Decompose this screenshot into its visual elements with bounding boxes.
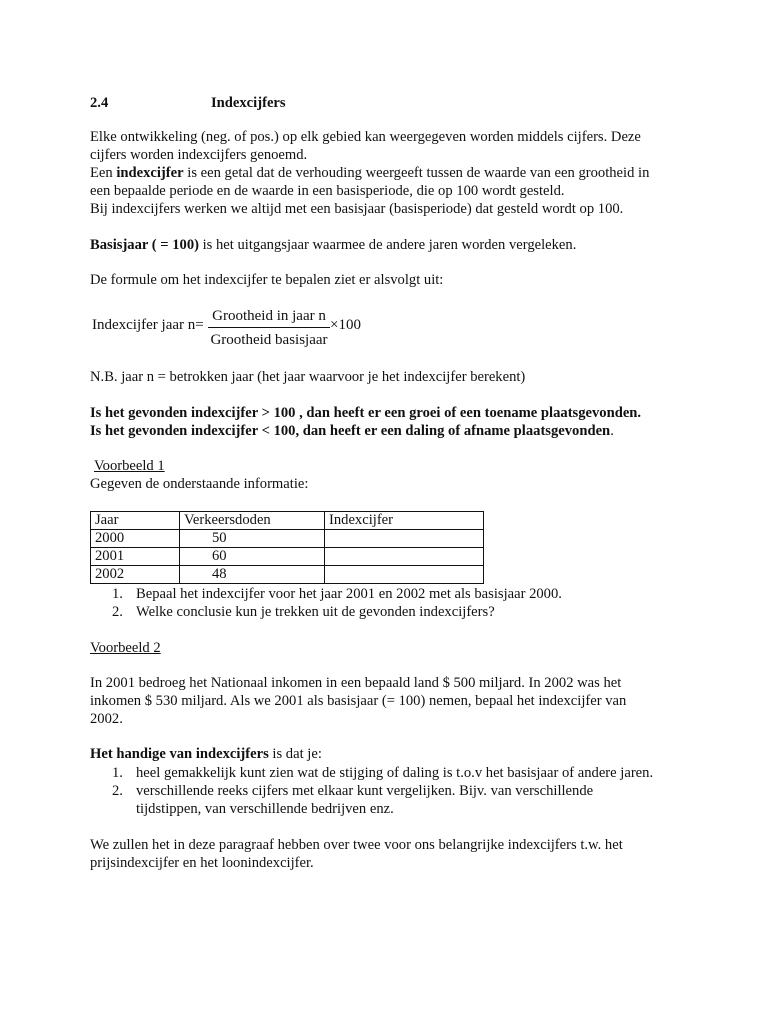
handig-heading [90,745,322,763]
table-row [91,566,484,584]
nb-note: N.B. jaar n = betrokken jaar (het jaar waarvoor je het indexcijfer berekent) [90,369,526,385]
formula-numerator: Grootheid in jaar n [212,308,326,324]
intro-line-5: Bij indexcijfers werken we altijd met een basisjaar (basisperiode) dat gesteld wordt op 100. [90,201,624,217]
example1-intro: Gegeven de onderstaande informatie: [90,476,309,492]
term-indexcijfer: indexcijfer [116,165,184,181]
table-cell: 2001 [91,548,180,566]
term-basisjaar: Basisjaar ( = 100) [90,237,199,253]
question-text: Welke conclusie kun je trekken uit de gevonden indexcijfers? [136,604,495,620]
table-header: Indexcijfer [325,512,484,530]
data-table [90,511,484,584]
formula-lhs: Indexcijfer jaar n= [92,317,204,333]
intro-text: Een [90,165,117,181]
table-cell [325,530,484,548]
table-cell: 48 [180,566,325,584]
table-row [91,530,484,548]
table-cell: 2000 [91,530,180,548]
closing-line-1: We zullen het in deze paragraaf hebben over twee voor ons belangrijke indexcijfers t.w. het [90,837,623,853]
intro-line-3 [90,164,649,182]
formula-fraction [208,306,330,350]
formula-intro: De formule om het indexcijfer te bepalen ziet er alsvolgt uit: [90,272,444,288]
example2-title-text: Voorbeeld 2 [90,640,161,656]
basisjaar-definition [90,236,576,254]
intro-line-4: een bepaalde periode en de waarde in een basisperiode, die op 100 wordt gesteld. [90,183,565,199]
example1-title [94,457,165,475]
table-cell [325,566,484,584]
list-number: 1. [112,765,123,781]
handig-text: is dat je: [268,746,322,762]
rule-decline [90,422,614,440]
table-cell [325,548,484,566]
formula-denominator: Grootheid basisjaar [210,332,328,348]
example2-title [90,639,161,657]
basisjaar-text: is het uitgangsjaar waarmee de andere jaren worden vergeleken. [198,237,577,253]
formula-rhs: ×100 [330,317,361,333]
table-cell: 60 [180,548,325,566]
intro-line-1: Elke ontwikkeling (neg. of pos.) op elk gebied kan weergegeven worden middels cijfers. Deze [90,129,641,145]
example2-line-1: In 2001 bedroeg het Nationaal inkomen in een bepaald land $ 500 miljard. In 2002 was het [90,675,622,691]
table-header: Verkeersdoden [180,512,325,530]
section-title: Indexcijfers [211,95,286,111]
intro-text: is een getal dat de verhouding weergeeft tussen de waarde van een grootheid in [183,165,650,181]
rule-decline-text: Is het gevonden indexcijfer < 100, dan heeft er een daling of afname plaatsgevonden [90,423,611,439]
example2-line-2: inkomen $ 530 miljard. Als we 2001 als basisjaar (= 100) nemen, bepaal het indexcijfer van [90,693,627,709]
table-row [91,548,484,566]
question-text: Bepaal het indexcijfer voor het jaar 2001 en 2002 met als basisjaar 2000. [136,586,562,602]
table-header: Jaar [91,512,180,530]
list-text: verschillende reeks cijfers met elkaar kunt vergelijken. Bijv. van verschillende [136,783,594,799]
handig-bold: Het handige van indexcijfers [90,746,269,762]
list-text: heel gemakkelijk kunt zien wat de stijging of daling is t.o.v het basisjaar of andere jaren. [136,765,654,781]
section-heading [90,94,286,112]
table-cell: 2002 [91,566,180,584]
rule-growth [90,404,641,422]
table-header-row [91,512,484,530]
intro-line-2: cijfers worden indexcijfers genoemd. [90,147,308,163]
example2-line-3: 2002. [90,711,123,727]
list-text: tijdstippen, van verschillende bedrijven enz. [136,801,394,817]
table-cell: 50 [180,530,325,548]
rule-growth-text: Is het gevonden indexcijfer > 100 , dan heeft er een groei of een toename plaatsgevonden. [90,405,642,421]
rule-decline-period: . [610,423,614,439]
example1-title-text: Voorbeeld 1 [94,458,165,474]
closing-line-2: prijsindexcijfer en het loonindexcijfer. [90,855,314,871]
list-number: 2. [112,783,123,799]
fraction-bar [208,327,330,328]
section-number: 2.4 [90,95,109,111]
question-number: 2. [112,604,123,620]
question-number: 1. [112,586,123,602]
